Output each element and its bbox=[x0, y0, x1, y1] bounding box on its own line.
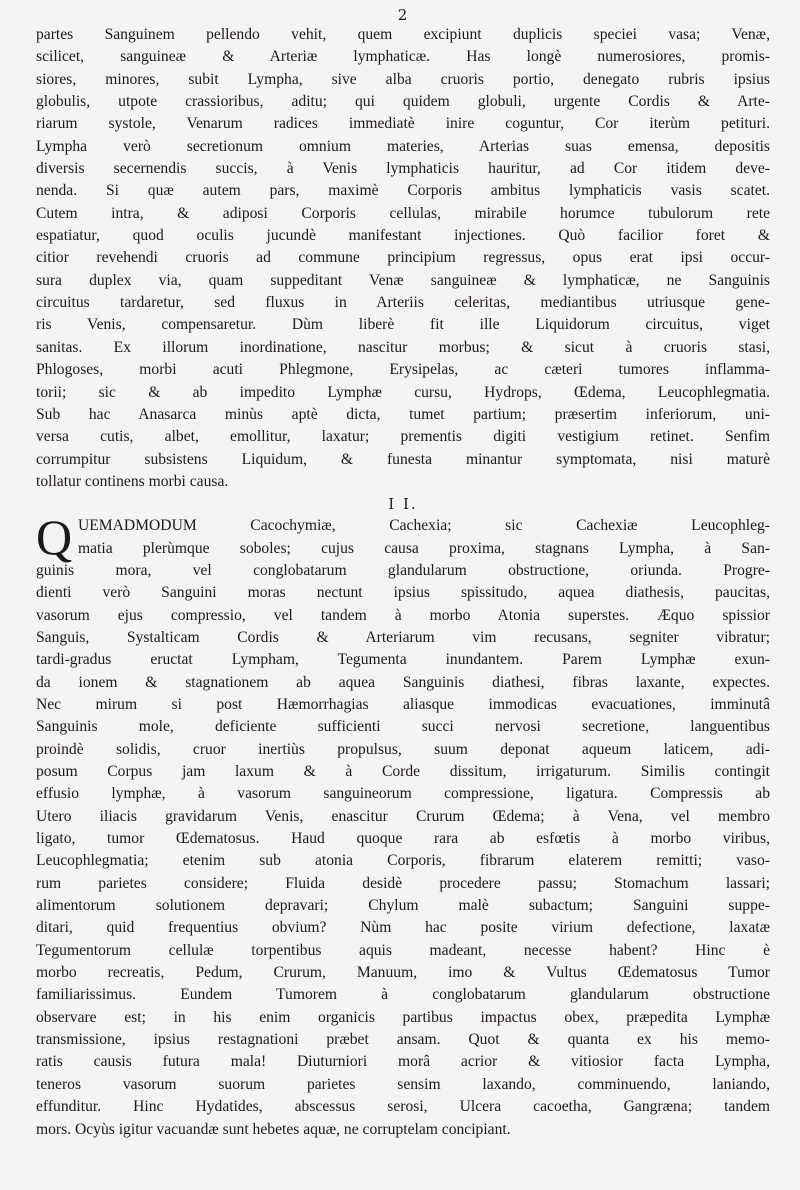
text-line: guinis mora, vel conglobatarum glandularum obstructione, oriunda. Progre- bbox=[36, 561, 770, 579]
text-line: Phlogoses, morbi acuti Phlegmone, Erysipelas, ac cæteri tumores inflamma- bbox=[36, 361, 770, 379]
text-line: da ionem & stagnationem ab aquea Sanguinis diathesi, fibras laxante, expectes. bbox=[36, 673, 770, 691]
text-line: ratis causis futura mala! Diuturniori morâ acrior & vitiosior facta Lympha, bbox=[36, 1053, 770, 1071]
text-line: Leucophlegmatia; etenim sub atonia Corporis, fibrarum elaterem remitti; vaso- bbox=[36, 852, 770, 870]
text-line: Tegumentorum cellulæ torpentibus aquis madeant, necesse habent? Hinc è bbox=[36, 941, 770, 959]
text-line: ditari, quid frequentius obvium? Nùm hac posite virium defectione, laxatæ bbox=[36, 919, 770, 937]
text-line: riarum systole, Venarum radices immediatè inire coguntur, Cor iterùm petituri. bbox=[36, 115, 770, 133]
text-line: sanitas. Ex illorum inordinatione, nascitur morbus; & sicut à cruoris stasi, bbox=[36, 338, 770, 356]
text-line: effusio lymphæ, à vasorum sanguineorum compressione, ligatura. Compressis ab bbox=[36, 785, 770, 803]
drop-cap-letter: Q bbox=[36, 509, 73, 566]
text-line: morbo recreatis, Pedum, Crurum, Manuum, imo & Vultus Œdematosus Tumor bbox=[36, 964, 770, 982]
text-line: espatiatur, quod oculis jucundè manifestant injectiones. Quò facilior foret & bbox=[36, 227, 770, 245]
text-line: teneros vasorum suorum parietes sensim laxando, comminuendo, laniando, bbox=[36, 1075, 770, 1093]
paragraph-one bbox=[36, 24, 770, 493]
text-line: citior revehendi cruoris ad commune principium regressus, opus erat ipsi occur- bbox=[36, 249, 770, 267]
text-line: versa cutis, albet, emollitur, laxatur; prementis digiti vestigium retinet. Senfim bbox=[36, 428, 770, 446]
text-line: torii; sic & ab impedito Lymphæ cursu, Hydrops, Œdema, Leucophlegmatia. bbox=[36, 383, 770, 401]
text-line: partes Sanguinem pellendo vehit, quem excipiunt duplicis speciei vasa; Venæ, bbox=[36, 26, 770, 43]
text-line: Cutem intra, & adiposi Corporis cellulas, mirabile horumce tubulorum rete bbox=[36, 204, 770, 222]
text-line: nenda. Si quæ autem pars, maximè Corporis ambitus lymphaticis vasis scatet. bbox=[36, 182, 770, 200]
text-line: ris Venis, compensaretur. Dùm liberè fit ille Liquidorum circuitus, viget bbox=[36, 316, 770, 334]
text-line: effunditur. Hinc Hydatides, abscessus serosi, Ulcera cacoetha, Gangræna; tandem bbox=[36, 1098, 770, 1116]
section-heading: I I. bbox=[388, 495, 418, 514]
text-line: corrumpitur subsistens Liquidum, & funesta minantur symptomata, nisi maturè bbox=[36, 450, 770, 468]
text-line: Lympha verò secretionum omnium materies, Arterias suas emensa, depositis bbox=[36, 137, 770, 155]
text-line: Sanguinis mole, deficiente sufficienti succi nervosi secretione, languentibus bbox=[36, 718, 770, 736]
text-line: Utero iliacis gravidarum Venis, enascitur Crurum Œdema; à Vena, vel membro bbox=[36, 807, 770, 825]
text-line: tollatur continens morbi causa. bbox=[36, 472, 229, 490]
text-line: rum parietes considere; Fluida desidè procedere passu; Stomachum lassari; bbox=[36, 874, 770, 892]
text-line: ligato, tumor Œdematosus. Haud quoque rara ab esfœtis à morbo viribus, bbox=[36, 830, 770, 848]
text-line: Sub hac Anasarca minùs aptè dicta, tumet partium; præsertim inferiorum, uni- bbox=[36, 405, 770, 423]
text-line: globulis, utpote crassioribus, aditu; qui quidem globuli, urgente Cordis & Arte- bbox=[36, 93, 770, 111]
text-line: siores, minores, subit Lympha, sive alba cruoris portio, denegato rubris ipsius bbox=[36, 70, 770, 88]
text-line: vasorum ejus compressio, vel tandem à morbo Atonia superstes. Æquo spissior bbox=[36, 606, 770, 624]
text-line: Nec mirum si post Hæmorrhagias aliasque immodicas evacuationes, imminutâ bbox=[36, 695, 770, 713]
text-line: alimentorum solutionem depravari; Chylum malè subactum; Sanguini suppe- bbox=[36, 897, 770, 915]
text-line: diversis secernendis succis, à Venis lymphaticis hauritur, ad Cor itidem deve- bbox=[36, 160, 770, 178]
text-line: circuitus tardaretur, sed fluxus in Arteriis celeritas, mediantibus utriusque gene- bbox=[36, 294, 770, 312]
text-line: scilicet, sanguineæ & Arteriæ lymphaticæ. Has longè numerosiores, promis- bbox=[36, 48, 770, 66]
text-line: sura duplex via, quam suppeditant Venæ sanguineæ & lymphaticæ, ne Sanguinis bbox=[36, 271, 770, 289]
text-line: observare est; in his enim organicis partibus impactus obex, præpedita Lymphæ bbox=[36, 1008, 770, 1026]
text-line: tardi-gradus eructat Lympham, Tegumenta inundantem. Parem Lymphæ exun- bbox=[36, 651, 770, 669]
text-line: matia plerùmque soboles; cujus causa proxima, stagnans Lympha, à San- bbox=[78, 539, 770, 557]
page-number: 2 bbox=[397, 6, 409, 24]
text-line: mors. Ocyùs igitur vacuandæ sunt hebetes aquæ, ne corruptelam concipiant. bbox=[36, 1120, 511, 1138]
paragraph-two bbox=[36, 509, 770, 1141]
text-line: familiarissimus. Eundem Tumorem à conglobatarum glandularum obstructione bbox=[36, 986, 770, 1004]
text-line: posum Corpus jam laxum & à Corde dissitum, irrigaturum. Similis contingit bbox=[36, 763, 770, 780]
text-line: transmissione, ipsius restagnationi præbet ansam. Quot & quanta ex his memo- bbox=[36, 1031, 770, 1049]
text-line: dienti verò Sanguini moras nectunt ipsius spissitudo, aquea diathesis, paucitas, bbox=[36, 584, 770, 602]
text-line: UEMADMODUM Cacochymiæ, Cachexia; sic Cachexiæ Leucophleg- bbox=[78, 517, 770, 535]
text-line: proindè solidis, cruor inertiùs propulsus, suum deponat aqueum laticem, adi- bbox=[36, 740, 770, 758]
text-line: Sanguis, Systalticam Cordis & Arteriarum vim recusans, segniter vibratur; bbox=[36, 628, 770, 646]
